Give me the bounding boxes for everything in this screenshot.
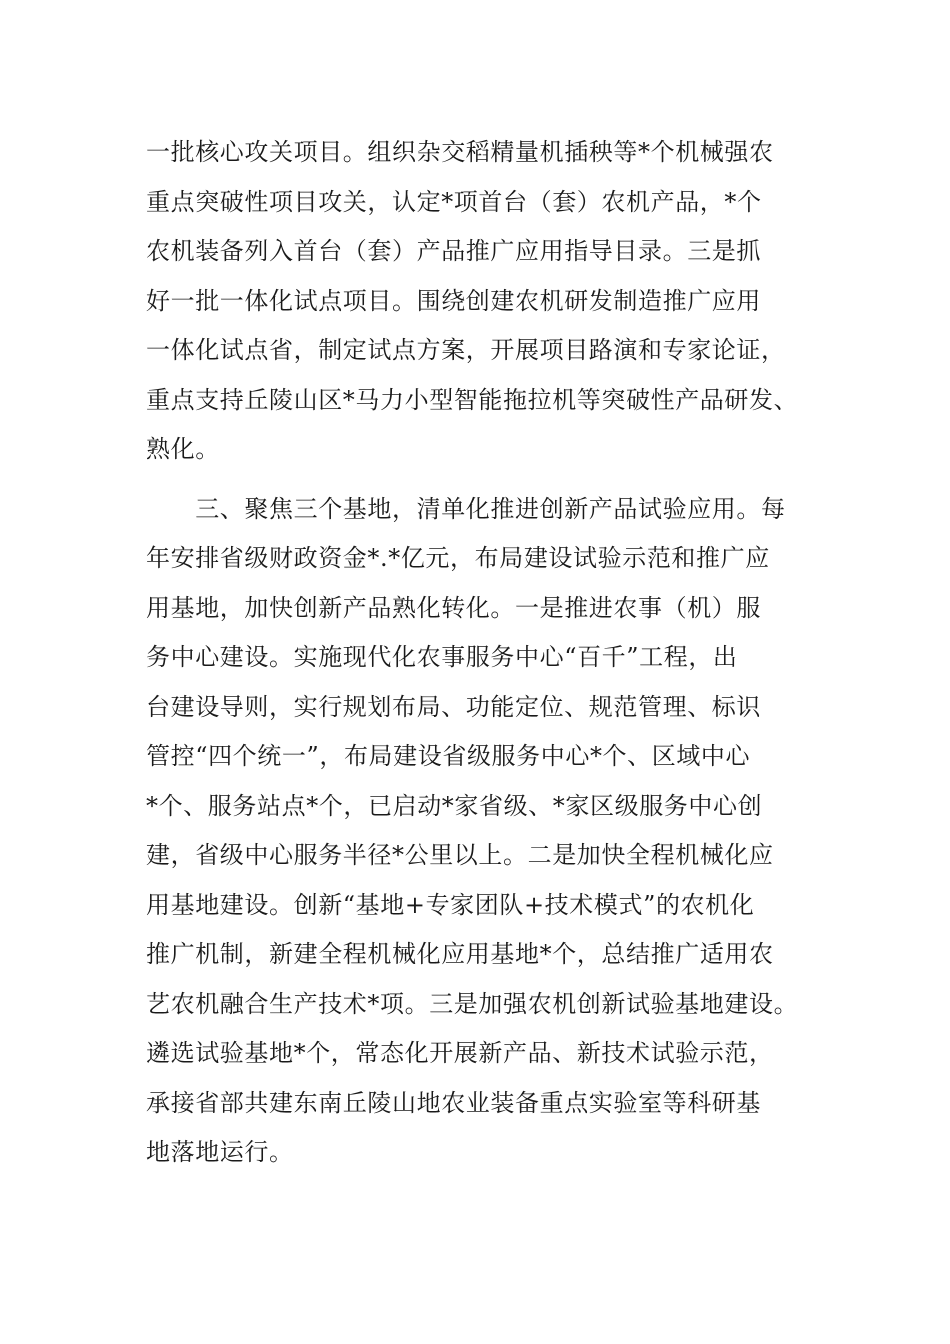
text-line: 务中心建设。实施现代化农事服务中心“百千”工程，出 — [146, 643, 738, 671]
document-body — [146, 128, 826, 1178]
text-line: 三、聚焦三个基地，清单化推进创新产品试验应用。每 — [146, 494, 786, 523]
text-line: 一体化试点省，制定试点方案，开展项目路演和专家论证， — [146, 336, 786, 364]
text-line: *个、服务站点*个，已启动*家省级、*家区级服务中心创 — [146, 791, 763, 820]
text-line: 一批核心攻关项目。组织杂交稻精量机插秧等*个机械强农 — [146, 138, 774, 166]
text-line: 承接省部共建东南丘陵山地农业装备重点实验室等科研基 — [146, 1088, 761, 1117]
paragraph-1 — [146, 128, 826, 475]
text-line: 台建设导则，实行规划布局、功能定位、规范管理、标识 — [146, 692, 761, 721]
text-line: 用基地，加快创新产品熟化转化。一是推进农事（机）服 — [146, 593, 761, 622]
text-line: 熟化。 — [146, 435, 220, 463]
text-line: 用基地建设。创新“基地+专家团队+技术模式”的农机化 — [146, 890, 755, 919]
text-line: 推广机制，新建全程机械化应用基地*个，总结推广适用农 — [146, 940, 774, 968]
text-line: 重点支持丘陵山区*马力小型智能拖拉机等突破性产品研发、 — [146, 385, 799, 414]
text-line: 重点突破性项目攻关，认定*项首台（套）农机产品，*个 — [146, 187, 762, 216]
text-line: 地落地运行。 — [146, 1138, 294, 1166]
text-line: 遴选试验基地*个，常态化开展新产品、新技术试验示范， — [146, 1039, 774, 1067]
text-line: 年安排省级财政资金*.*亿元，布局建设试验示范和推广应 — [146, 544, 770, 572]
text-line: 建，省级中心服务半径*公里以上。二是加快全程机械化应 — [146, 841, 774, 869]
paragraph-spacer — [146, 475, 826, 485]
text-line: 农机装备列入首台（套）产品推广应用指导目录。三是抓 — [146, 237, 761, 265]
paragraph-2 — [146, 485, 826, 1178]
text-line: 管控“四个统一”，布局建设省级服务中心*个、区域中心 — [146, 742, 751, 770]
text-line: 好一批一体化试点项目。围绕创建农机研发制造推广应用 — [146, 286, 761, 315]
text-line: 艺农机融合生产技术*项。三是加强农机创新试验基地建设。 — [146, 989, 799, 1018]
